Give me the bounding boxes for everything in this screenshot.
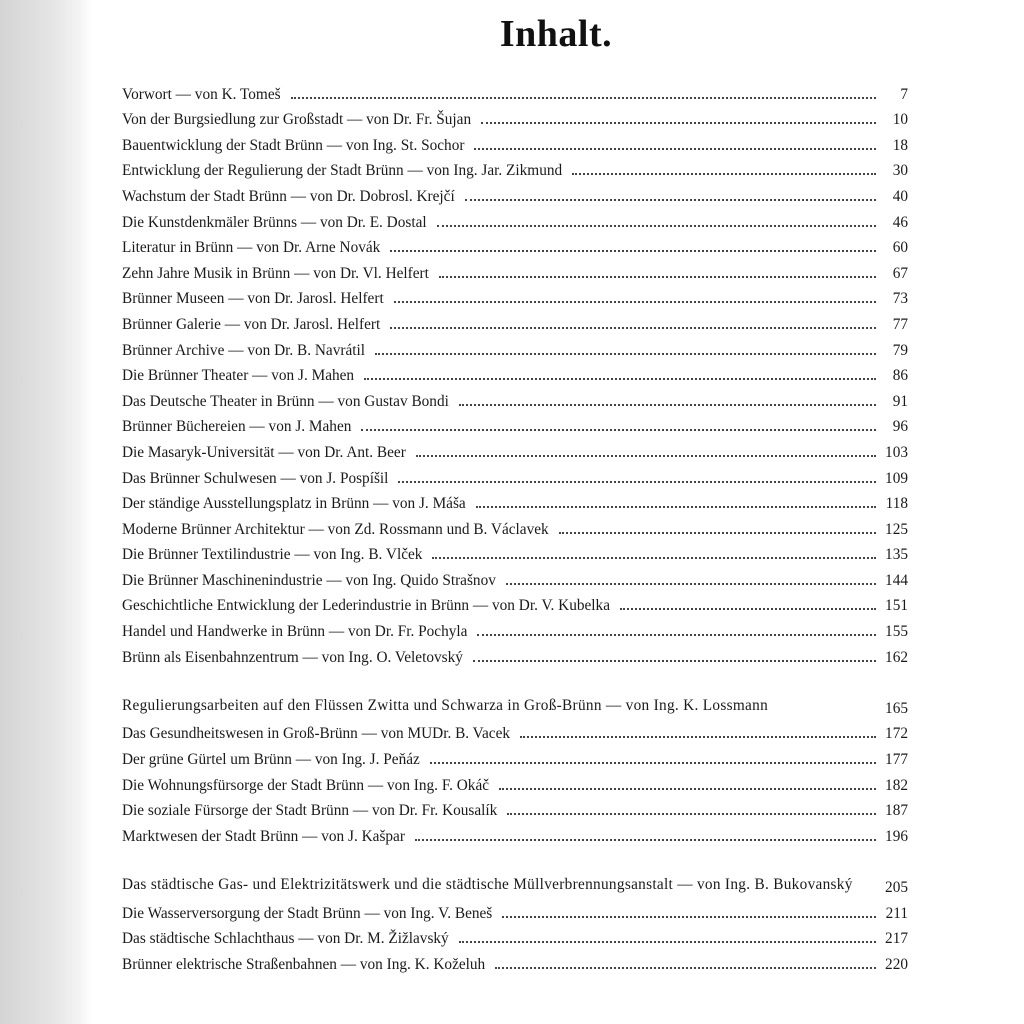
toc-page-number: 135 [885,546,908,564]
toc-page-number: 151 [885,597,908,615]
toc-entry-title: Moderne Brünner Architektur — von Zd. Rossmann und B. Václavek [122,520,549,538]
toc-page-number: 67 [892,264,908,282]
toc-entry-title: Das Deutsche Theater in Brünn — von Gustav Bondi [122,392,449,410]
toc-entry-title: Brünner Museen — von Dr. Jarosl. Helfert [122,290,384,308]
dot-leader [390,250,876,252]
toc-entry-title: Der grüne Gürtel um Brünn — von Ing. J. Peňáz [122,751,420,769]
toc-page-number: 79 [892,341,908,359]
toc-page-number: 182 [885,776,908,794]
dot-leader [390,327,876,329]
dot-leader [506,583,876,585]
toc-entry [122,488,908,514]
dot-leader [398,481,876,483]
dot-leader [481,122,876,124]
toc-page-number: 196 [885,827,908,845]
toc-entry-title: Brünner Galerie — von Dr. Jarosl. Helfert [122,315,381,333]
dot-leader [520,736,876,738]
toc-page-number: 187 [885,802,908,820]
toc-page-number: 165 [885,699,908,717]
dot-leader [473,660,876,662]
toc-entry [122,743,908,769]
dot-leader [364,378,876,380]
toc-entry [122,129,908,155]
toc-entry-title: Das städtische Gas- und Elektrizitätswerk und die städtische Müllverbrennungsanstalt — von Ing. B. Bukovanský [122,876,853,893]
toc-entry-title: Die soziale Fürsorge der Stadt Brünn — von Dr. Fr. Kousalík [122,802,498,820]
dot-leader [495,967,876,969]
dot-leader [620,608,876,610]
dot-leader [502,916,876,918]
toc-entry [122,539,908,565]
dot-leader [375,353,876,355]
dot-leader [499,788,876,790]
dot-leader [430,762,876,764]
toc-entry [122,846,908,897]
toc-entry [122,590,908,616]
toc-page-number: 40 [892,187,908,205]
toc-entry-title: Wachstum der Stadt Brünn — von Dr. Dobrosl. Krejčí [122,187,455,205]
dot-leader [465,199,876,201]
toc-entry [122,667,908,718]
toc-page-number: 91 [892,392,908,410]
toc-entry-title: Von der Burgsiedlung zur Großstadt — von Dr. Fr. Šujan [122,111,472,129]
toc-entry [122,283,908,309]
toc-page-number: 109 [885,469,908,487]
toc-entry [122,948,908,974]
toc-page-number: 30 [892,162,908,180]
dot-leader [416,455,876,457]
toc-page-number: 144 [885,571,908,589]
dot-leader [459,941,876,943]
toc-entry-title: Regulierungsarbeiten auf den Flüssen Zwitta und Schwarza in Groß-Brünn — von Ing. K. Lossmann [122,696,769,714]
toc-entry [122,564,908,590]
toc-page-number: 86 [892,367,908,385]
toc-entry-title: Brünner Büchereien — von J. Mahen [122,418,352,436]
toc-entry [122,769,908,795]
toc-entry [122,206,908,232]
toc-entry-title: Entwicklung der Regulierung der Stadt Brünn — von Ing. Jar. Zikmund [122,162,563,180]
toc-page-number: 177 [885,751,908,769]
toc-entry-title: Die Wasserversorgung der Stadt Brünn — von Ing. V. Beneš [122,904,493,922]
dot-leader [415,839,876,841]
document-page [108,0,1004,1024]
toc-entry [122,923,908,949]
toc-page-number: 205 [885,879,908,896]
toc-entry-title: Brünner Archive — von Dr. B. Navrátil [122,341,366,359]
toc-entry [122,641,908,667]
toc-entry [122,232,908,258]
toc-entry-title: Die Kunstdenkmäler Brünns — von Dr. E. Dostal [122,213,427,231]
scan-page-edge [0,0,92,1024]
toc-page-number: 125 [885,520,908,538]
toc-page-number: 118 [885,495,908,513]
dot-leader [437,225,876,227]
toc-entry-title: Bauentwicklung der Stadt Brünn — von Ing. St. Sochor [122,136,465,154]
toc-entry [122,820,908,846]
toc-entry-title: Marktwesen der Stadt Brünn — von J. Kašpar [122,827,405,845]
toc-entry-title: Geschichtliche Entwicklung der Lederindustrie in Brünn — von Dr. V. Kubelka [122,597,610,615]
toc-page-number: 10 [892,111,908,129]
toc-page-number: 18 [892,136,908,154]
toc-page-number: 220 [885,955,908,973]
toc-entry [122,385,908,411]
toc-entry [122,513,908,539]
page-title: Inhalt. [499,13,613,55]
toc-page-number: 77 [892,315,908,333]
toc-entry [122,308,908,334]
dot-leader [361,429,876,431]
dot-leader [507,813,876,815]
toc-entry-title: Das städtische Schlachthaus — von Dr. M. Žižlavský [122,930,449,948]
dot-leader [291,97,876,99]
toc-page-number: 162 [885,648,908,666]
toc-entry [122,78,908,104]
toc-entry [122,334,908,360]
toc-entry-title: Die Brünner Maschinenindustrie — von Ing. Quido Strašnov [122,571,496,589]
toc-page-number: 217 [885,930,908,948]
toc-entry [122,360,908,386]
toc-entry [122,718,908,744]
dot-leader [394,301,876,303]
dot-leader [432,557,876,559]
toc-entry-title: Vorwort — von K. Tomeš [122,85,281,103]
toc-page-number: 7 [900,85,908,103]
toc-entry [122,436,908,462]
toc-page-number: 96 [892,418,908,436]
toc-entry-title: Zehn Jahre Musik in Brünn — von Dr. Vl. Helfert [122,264,429,282]
toc-page-number: 103 [885,443,908,461]
dot-leader [439,276,876,278]
toc-entry-title: Die Brünner Theater — von J. Mahen [122,367,355,385]
toc-entry [122,897,908,923]
toc-entry [122,411,908,437]
toc-entry-title: Der ständige Ausstellungsplatz in Brünn — von J. Máša [122,495,466,513]
toc-entry-title: Das Brünner Schulwesen — von J. Pospíšil [122,469,389,487]
toc-entry [122,462,908,488]
dot-leader [572,173,876,175]
toc-entry [122,155,908,181]
toc-entry [122,615,908,641]
table-of-contents [122,78,908,974]
toc-page-number: 172 [885,725,908,743]
toc-page-number: 73 [892,290,908,308]
toc-entry [122,257,908,283]
toc-entry [122,104,908,130]
toc-entry-title: Literatur in Brünn — von Dr. Arne Novák [122,239,381,257]
toc-entry-title: Handel und Handwerke in Brünn — von Dr. Fr. Pochyla [122,623,468,641]
toc-entry-title: Die Wohnungsfürsorge der Stadt Brünn — von Ing. F. Okáč [122,776,490,794]
toc-page-number: 60 [892,239,908,257]
dot-leader [459,404,876,406]
toc-entry-title: Brünn als Eisenbahnzentrum — von Ing. O. Veletovský [122,648,463,666]
dot-leader [474,148,876,150]
toc-page-number: 155 [885,623,908,641]
toc-page-number: 46 [892,213,908,231]
toc-entry [122,180,908,206]
toc-entry-title: Brünner elektrische Straßenbahnen — von Ing. K. Koželuh [122,955,486,973]
toc-entry-title: Die Masaryk-Universität — von Dr. Ant. Beer [122,443,406,461]
toc-entry [122,795,908,821]
dot-leader [476,506,876,508]
toc-entry-title: Das Gesundheitswesen in Groß-Brünn — von MUDr. B. Vacek [122,725,511,743]
dot-leader [559,532,876,534]
toc-entry-title: Die Brünner Textilindustrie — von Ing. B. Vlček [122,546,423,564]
dot-leader [477,634,876,636]
toc-page-number: 211 [885,904,908,922]
